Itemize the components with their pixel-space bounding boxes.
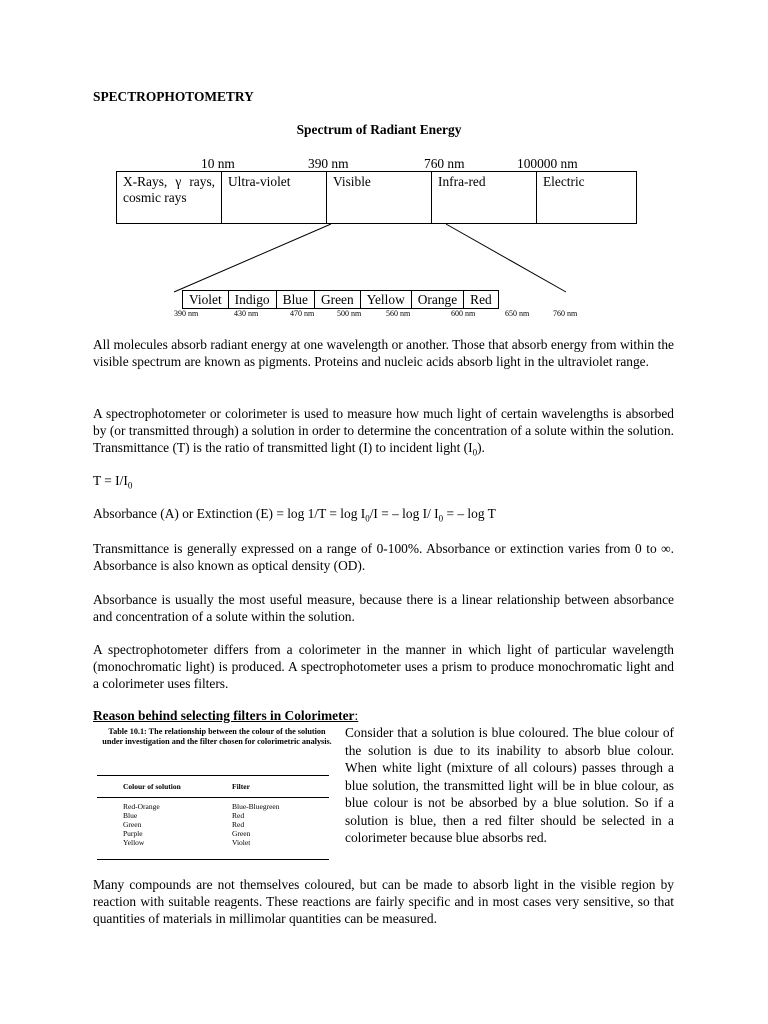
table-cell: Blue <box>123 811 138 820</box>
region-xrays: X-Rays, γ rays, cosmic rays <box>117 172 222 224</box>
visible-wavelength-label: 560 nm <box>386 309 411 318</box>
visible-wavelength-label: 470 nm <box>290 309 315 318</box>
column-header: Filter <box>232 782 250 791</box>
band-violet: Violet <box>183 291 229 309</box>
paragraph-spectrophotometer: A spectrophotometer or colorimeter is used to measure how much light of certain wavelengths is absorbed by (or transmitted through) a solution in order to determine the concentration of a solute within the solution. Transmittance (T) is the ratio of transmitted light (I) to incident light $(I_0)$. <box>93 406 674 459</box>
band-yellow: Yellow <box>360 291 411 309</box>
table-rule <box>97 859 329 860</box>
band-orange: Orange <box>411 291 463 309</box>
wavelength-label: 390 nm <box>308 156 349 171</box>
band-red: Red <box>464 291 499 309</box>
paragraph-transmittance-range: Transmittance is generally expressed on a range of 0-100%. Absorbance or extinction varies from 0 to ∞. Absorbance is also known as optical density (OD). <box>93 541 674 574</box>
table-cell: Blue-Bluegreen <box>232 802 280 811</box>
table-cell: Purple <box>123 829 143 838</box>
table-cell: Violet <box>232 838 251 847</box>
table-cell: Red <box>232 820 245 829</box>
region-infrared: Infra-red <box>432 172 537 224</box>
table-cell: Green <box>123 820 142 829</box>
wavelength-label: 10 nm <box>201 156 235 171</box>
paragraph-absorbance: Absorbance is usually the most useful measure, because there is a linear relationship between absorbance and concentration of a solute within the solution. <box>93 592 674 625</box>
visible-spectrum-table <box>182 290 499 309</box>
formula-absorbance: Absorbance (A) or Extinction $(E) = \log 1/T = \log I_0/I$ = – log I/ $I_0$ = – log T <box>93 506 496 524</box>
visible-wavelength-label: 760 nm <box>553 309 578 318</box>
section-subtitle: Spectrum of Radiant Energy <box>296 122 462 137</box>
region-ultraviolet: Ultra-violet <box>222 172 327 224</box>
table-cell: Green <box>232 829 251 838</box>
visible-wavelength-label: 390 nm <box>174 309 199 318</box>
page-title: SPECTROPHOTOMETRY <box>93 89 254 104</box>
paragraph-pigments: All molecules absorb radiant energy at one wavelength or another. Those that absorb energy from within the visible spectrum are known as pigments. Proteins and nucleic acids absorb light in the ultraviolet range. <box>93 337 674 370</box>
region-electric: Electric <box>537 172 637 224</box>
column-header: Colour of solution <box>123 782 181 791</box>
table-rule <box>97 797 329 798</box>
visible-wavelength-label: 500 nm <box>337 309 362 318</box>
visible-wavelength-label: 430 nm <box>234 309 259 318</box>
wavelength-label: 100000 nm <box>517 156 578 171</box>
band-indigo: Indigo <box>228 291 276 309</box>
table-cell: Yellow <box>123 838 145 847</box>
reason-heading: Reason behind selecting filters in Colorimeter: <box>93 708 359 723</box>
table-cell: Red <box>232 811 245 820</box>
wavelength-label: 760 nm <box>424 156 465 171</box>
table-rule <box>97 775 329 776</box>
radiant-spectrum-table <box>116 171 637 224</box>
band-green: Green <box>314 291 360 309</box>
formula-transmittance: $T = I/I_0$ <box>93 473 133 491</box>
visible-wavelength-label: 650 nm <box>505 309 530 318</box>
filter-table-figure <box>97 727 337 862</box>
paragraph-spectro-vs-colorimeter: A spectrophotometer differs from a colorimeter in the manner in which light of particular wavelength (monochromatic light) is produced. A spectrophotometer uses a prism to produce monochromatic light and a colorimeter uses filters. <box>93 642 674 692</box>
filter-table-caption: Table 10.1: The relationship between the colour of the solution under investigation and the filter chosen for colorimetric analysis. <box>102 727 332 746</box>
region-visible: Visible <box>327 172 432 224</box>
visible-wavelength-label: 600 nm <box>451 309 476 318</box>
paragraph-filter-reason: Consider that a solution is blue coloured. The blue colour of the solution is due to its inability to absorb blue colour. When white light (mixture of all colours) passes through a blue solution, the transmitted light will be in blue colour, as blue colour is not be absorbed by a blue solution. So if a solution is blue, then a red filter should be selected in a colorimeter because blue absorbs red. <box>345 725 674 845</box>
band-blue: Blue <box>276 291 314 309</box>
paragraph-reagents: Many compounds are not themselves coloured, but can be made to absorb light in the visible region by reaction with suitable reagents. These reactions are fairly specific and in most cases very sensitive, so that quantities of materials in millimolar quantities can be measured. <box>93 877 674 927</box>
table-cell: Red-Orange <box>123 802 160 811</box>
